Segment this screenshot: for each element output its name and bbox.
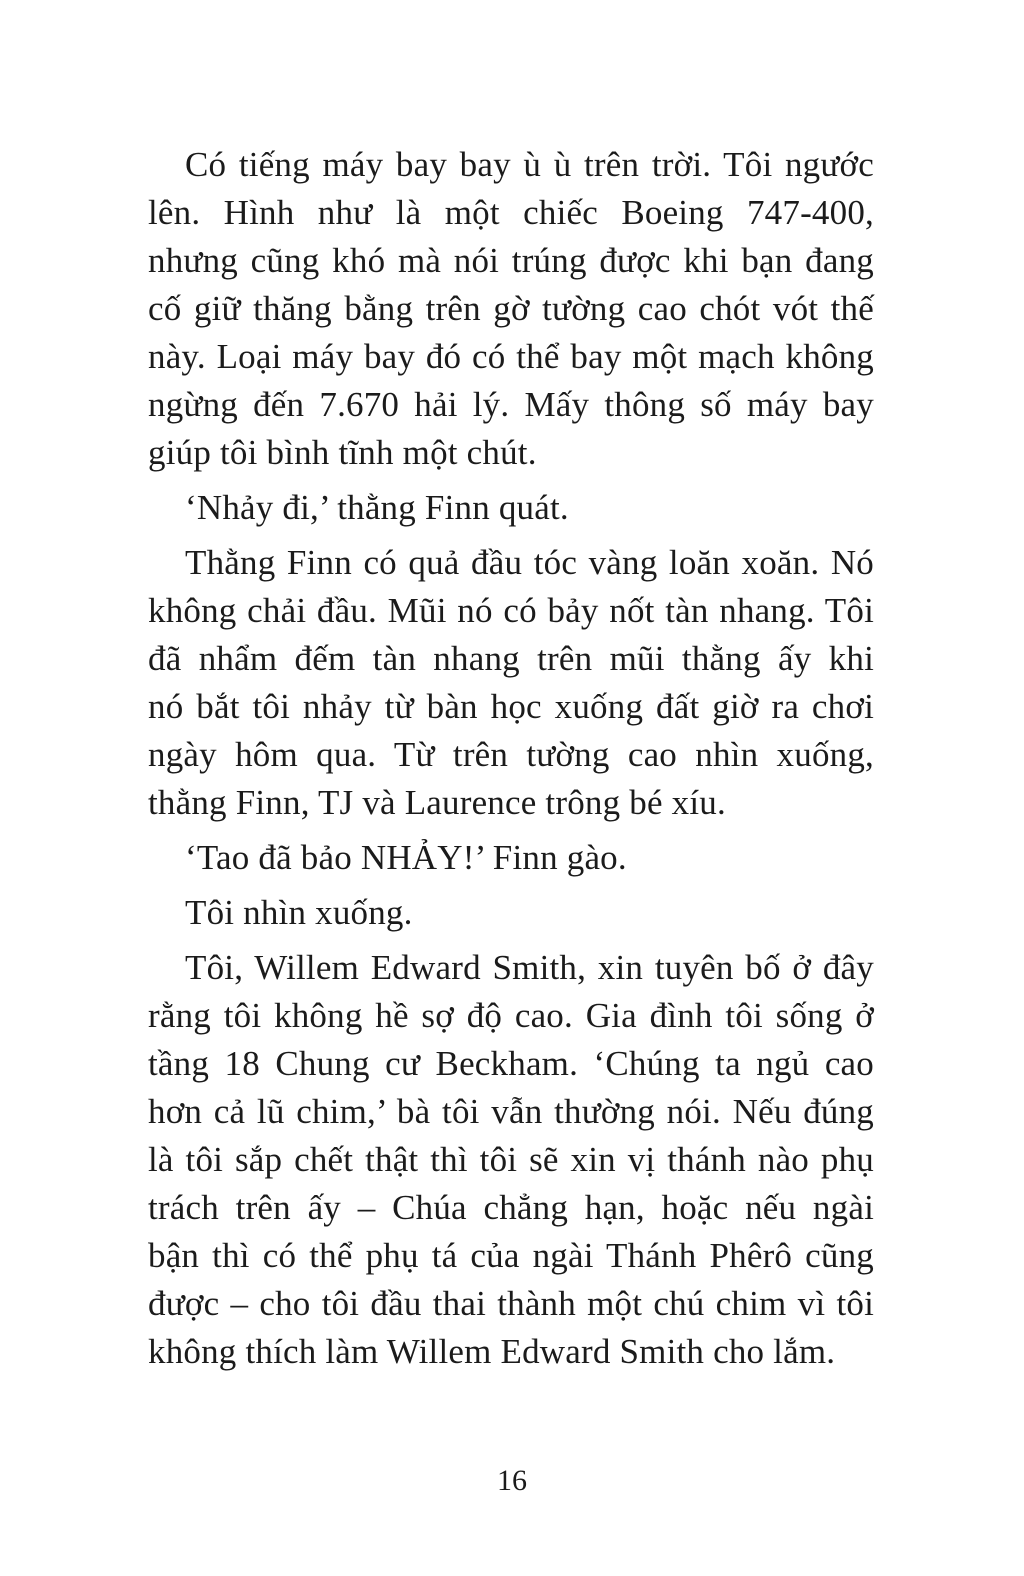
page-number: 16	[497, 1464, 527, 1497]
paragraph	[148, 944, 874, 1376]
text-line: thằng Finn, TJ và Laurence trông bé xíu.	[148, 783, 726, 822]
text-line: được – cho tôi đầu thai thành một chú chim vì tôi	[148, 1284, 874, 1323]
text-line: trách trên ấy – Chúa chẳng hạn, hoặc nếu ngài	[148, 1188, 874, 1227]
text-line: không thích làm Willem Edward Smith cho lắm.	[148, 1332, 836, 1371]
text-line: lên. Hình như là một chiếc Boeing 747-400,	[148, 193, 874, 232]
text-line: ‘Tao đã bảo NHẢY!’ Finn gào.	[185, 838, 627, 877]
paragraph	[148, 834, 874, 882]
paragraph	[148, 484, 874, 532]
paragraph	[148, 889, 874, 937]
text-line: Thằng Finn có quả đầu tóc vàng loăn xoăn. Nó	[185, 543, 874, 582]
text-block	[148, 141, 874, 1376]
text-line: tầng 18 Chung cư Beckham. ‘Chúng ta ngủ cao	[148, 1044, 874, 1083]
text-line: Có tiếng máy bay bay ù ù trên trời. Tôi ngước	[185, 145, 874, 184]
text-line: là tôi sắp chết thật thì tôi sẽ xin vị thánh nào phụ	[148, 1140, 874, 1179]
text-line: ngày hôm qua. Từ trên tường cao nhìn xuống,	[148, 735, 874, 774]
text-line: Tôi, Willem Edward Smith, xin tuyên bố ở đây	[185, 948, 874, 987]
text-line: này. Loại máy bay đó có thể bay một mạch không	[148, 337, 874, 376]
text-line: nhưng cũng khó mà nói trúng được khi bạn đang	[148, 241, 874, 280]
text-line: Tôi nhìn xuống.	[185, 893, 413, 932]
text-line: hơn cả lũ chim,’ bà tôi vẫn thường nói. Nếu đúng	[148, 1092, 874, 1131]
text-line: ngừng đến 7.670 hải lý. Mấy thông số máy bay	[148, 385, 874, 424]
text-line: không chải đầu. Mũi nó có bảy nốt tàn nhang. Tôi	[148, 591, 874, 630]
text-line: nó bắt tôi nhảy từ bàn học xuống đất giờ ra chơi	[148, 687, 874, 726]
text-line: ‘Nhảy đi,’ thằng Finn quát.	[185, 488, 569, 527]
text-line: rằng tôi không hề sợ độ cao. Gia đình tôi sống ở	[148, 996, 874, 1035]
text-line: cố giữ thăng bằng trên gờ tường cao chót vót thế	[148, 289, 874, 328]
paragraph	[148, 539, 874, 827]
text-line: bận thì có thể phụ tá của ngài Thánh Phêrô cũng	[148, 1236, 874, 1275]
paragraph	[148, 141, 874, 477]
text-line: giúp tôi bình tĩnh một chút.	[148, 433, 537, 472]
text-line: đã nhẩm đếm tàn nhang trên mũi thằng ấy khi	[148, 639, 874, 678]
